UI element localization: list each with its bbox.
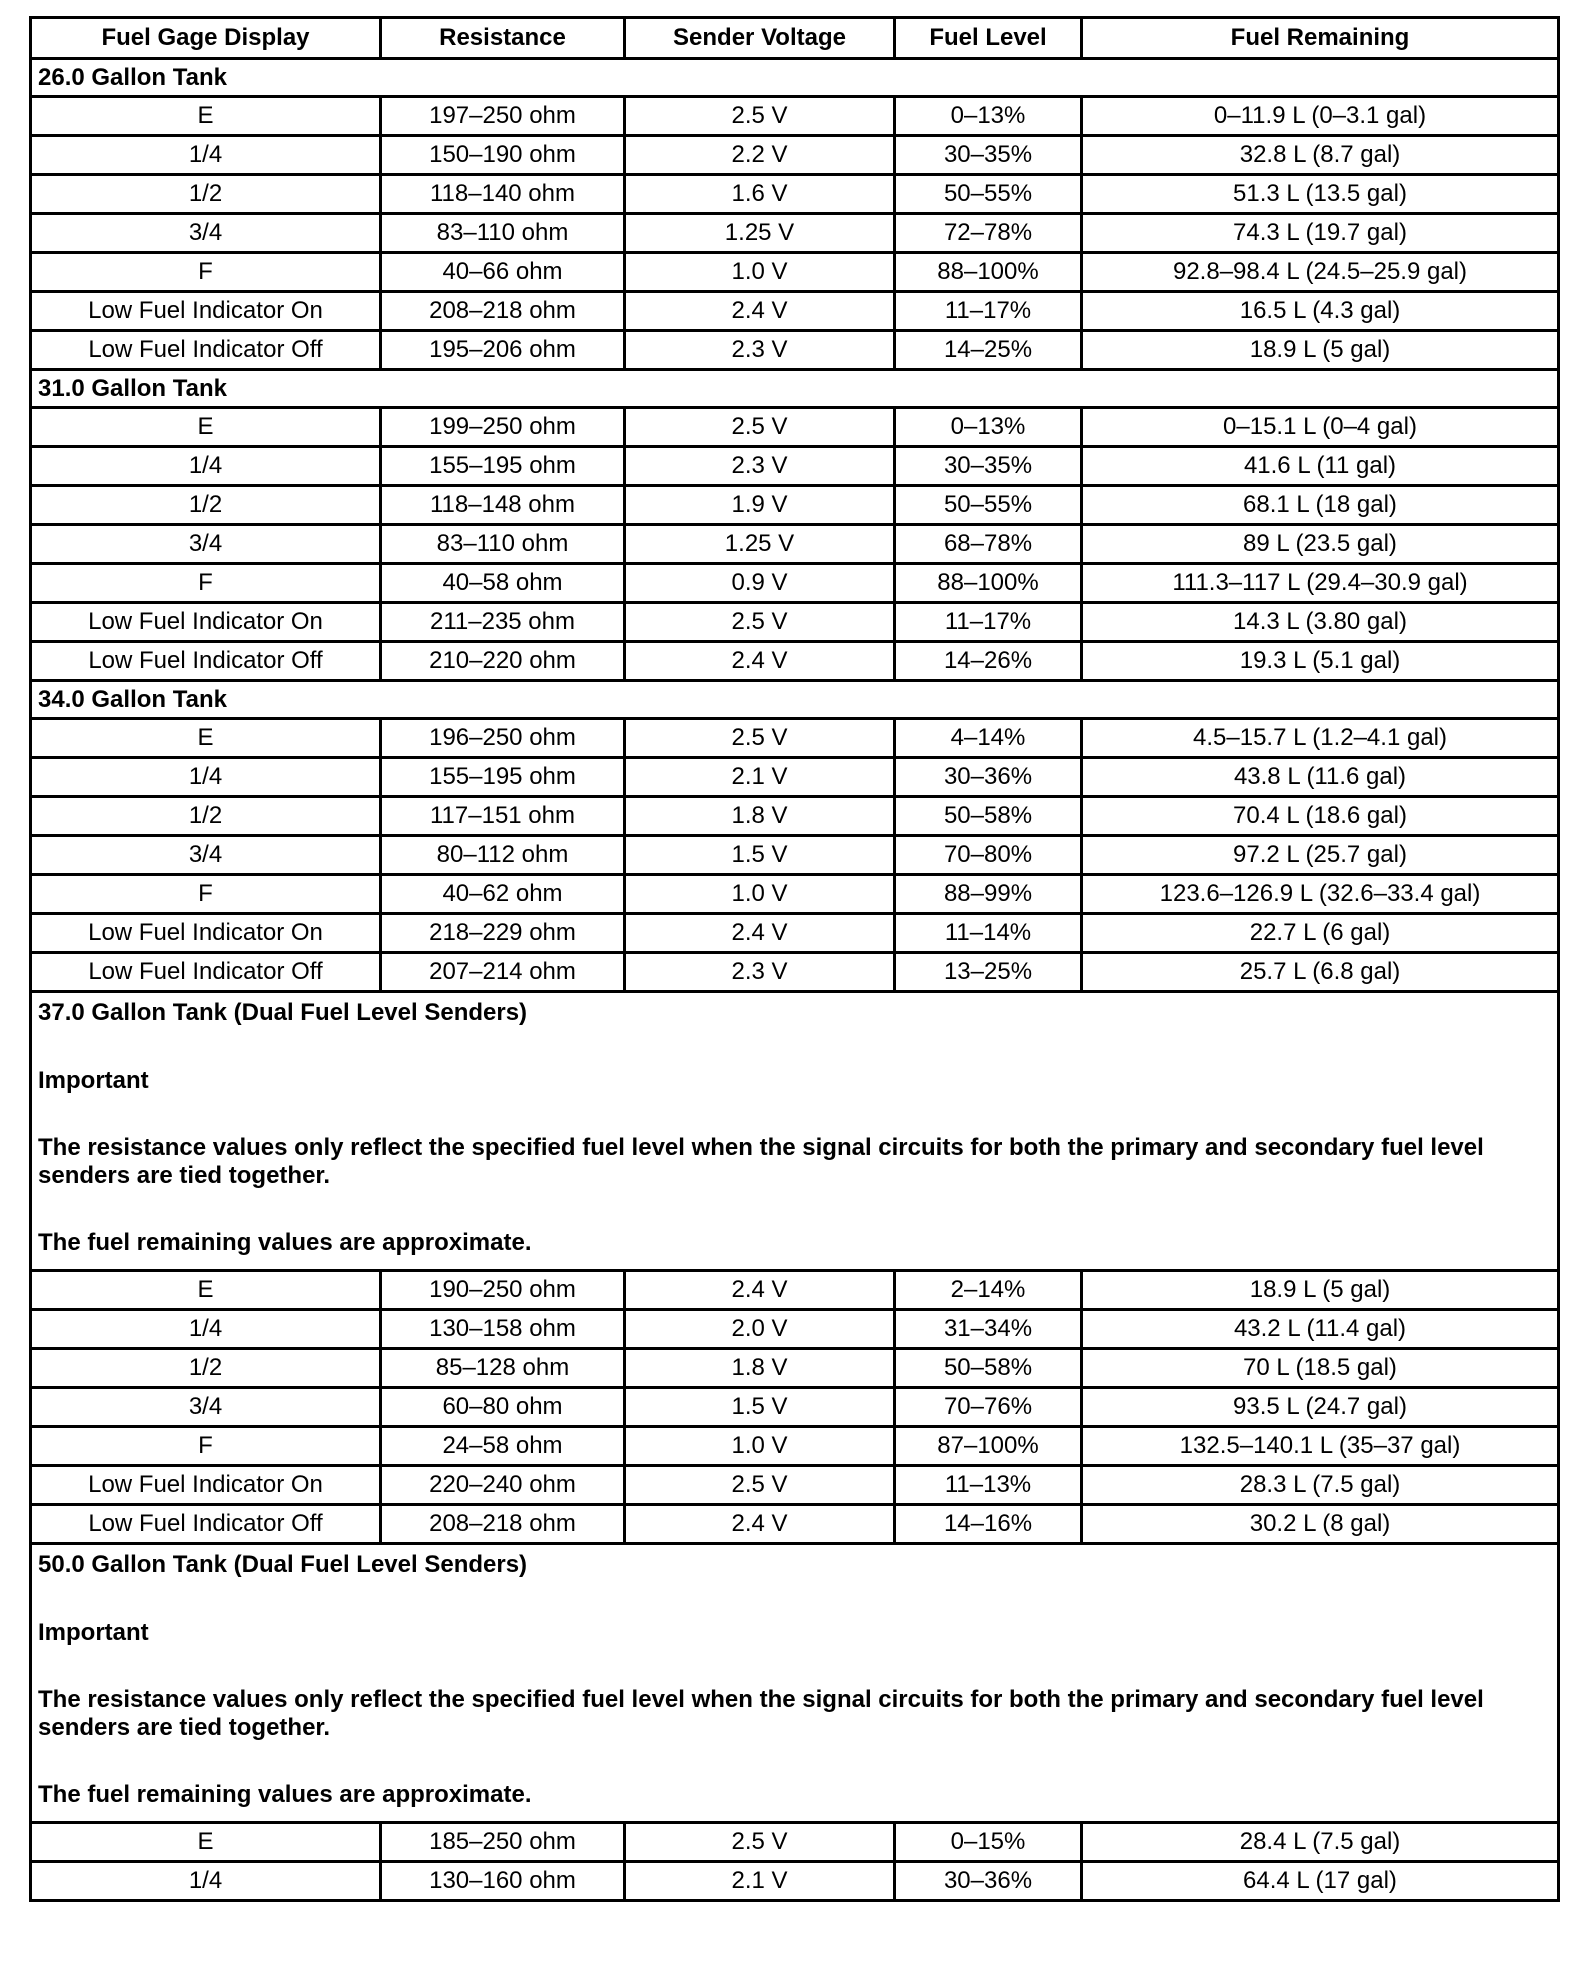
cell-fuel-level: 50–58% (895, 797, 1082, 836)
cell-fuel-gage-display: F (31, 564, 381, 603)
important-label: Important (38, 1066, 149, 1094)
cell-resistance: 83–110 ohm (381, 214, 625, 253)
table-row (31, 136, 1559, 175)
table-row (31, 1505, 1559, 1544)
table-row (31, 1388, 1559, 1427)
cell-fuel-remaining: 89 L (23.5 gal) (1082, 525, 1559, 564)
note-text: The resistance values only reflect the specified fuel level when the signal circuits for both the primary and secondary fuel level senders are tied together. (38, 1134, 1484, 1189)
cell-fuel-gage-display: F (31, 1427, 381, 1466)
cell-fuel-remaining: 19.3 L (5.1 gal) (1082, 642, 1559, 681)
cell-fuel-remaining: 4.5–15.7 L (1.2–4.1 gal) (1082, 719, 1559, 758)
section-title: 34.0 Gallon Tank (31, 681, 1559, 719)
cell-resistance: 118–140 ohm (381, 175, 625, 214)
cell-fuel-level: 0–13% (895, 97, 1082, 136)
table-row (31, 253, 1559, 292)
cell-fuel-level: 11–13% (895, 1466, 1082, 1505)
cell-resistance: 210–220 ohm (381, 642, 625, 681)
section-header-row (31, 681, 1559, 719)
cell-fuel-gage-display: F (31, 253, 381, 292)
cell-fuel-level: 0–15% (895, 1823, 1082, 1862)
table-row (31, 914, 1559, 953)
cell-sender-voltage: 2.5 V (625, 719, 895, 758)
cell-fuel-remaining: 0–11.9 L (0–3.1 gal) (1082, 97, 1559, 136)
cell-sender-voltage: 2.4 V (625, 642, 895, 681)
cell-fuel-gage-display: 3/4 (31, 214, 381, 253)
cell-resistance: 130–158 ohm (381, 1310, 625, 1349)
cell-fuel-gage-display: 1/2 (31, 175, 381, 214)
cell-fuel-remaining: 32.8 L (8.7 gal) (1082, 136, 1559, 175)
section-header-row (31, 992, 1559, 1271)
header-fuel-level: Fuel Level (895, 18, 1082, 59)
cell-resistance: 185–250 ohm (381, 1823, 625, 1862)
section-header-with-notes (31, 992, 1559, 1271)
table-body (31, 59, 1559, 1901)
cell-fuel-gage-display: E (31, 97, 381, 136)
cell-resistance: 155–195 ohm (381, 447, 625, 486)
table-row (31, 875, 1559, 914)
table-row (31, 642, 1559, 681)
cell-fuel-remaining: 93.5 L (24.7 gal) (1082, 1388, 1559, 1427)
cell-fuel-remaining: 74.3 L (19.7 gal) (1082, 214, 1559, 253)
table-row (31, 1427, 1559, 1466)
cell-resistance: 118–148 ohm (381, 486, 625, 525)
cell-resistance: 207–214 ohm (381, 953, 625, 992)
cell-fuel-level: 30–36% (895, 758, 1082, 797)
section-header-row (31, 1544, 1559, 1823)
cell-resistance: 220–240 ohm (381, 1466, 625, 1505)
cell-fuel-level: 72–78% (895, 214, 1082, 253)
cell-fuel-gage-display: Low Fuel Indicator Off (31, 953, 381, 992)
header-fuel-gage-display: Fuel Gage Display (31, 18, 381, 59)
cell-fuel-remaining: 97.2 L (25.7 gal) (1082, 836, 1559, 875)
cell-sender-voltage: 1.9 V (625, 486, 895, 525)
cell-fuel-gage-display: Low Fuel Indicator On (31, 1466, 381, 1505)
cell-fuel-level: 88–100% (895, 564, 1082, 603)
cell-fuel-level: 68–78% (895, 525, 1082, 564)
important-label: Important (38, 1618, 149, 1646)
cell-sender-voltage: 2.0 V (625, 1310, 895, 1349)
cell-resistance: 60–80 ohm (381, 1388, 625, 1427)
table-row (31, 1466, 1559, 1505)
cell-fuel-level: 11–14% (895, 914, 1082, 953)
cell-sender-voltage: 2.4 V (625, 1505, 895, 1544)
table-row (31, 525, 1559, 564)
cell-fuel-level: 50–55% (895, 175, 1082, 214)
cell-fuel-level: 11–17% (895, 603, 1082, 642)
cell-fuel-level: 87–100% (895, 1427, 1082, 1466)
cell-fuel-remaining: 123.6–126.9 L (32.6–33.4 gal) (1082, 875, 1559, 914)
cell-fuel-remaining: 28.4 L (7.5 gal) (1082, 1823, 1559, 1862)
cell-fuel-gage-display: 3/4 (31, 836, 381, 875)
cell-fuel-gage-display: Low Fuel Indicator On (31, 603, 381, 642)
section-header-with-notes (31, 1544, 1559, 1823)
cell-fuel-remaining: 92.8–98.4 L (24.5–25.9 gal) (1082, 253, 1559, 292)
cell-fuel-gage-display: Low Fuel Indicator On (31, 292, 381, 331)
cell-fuel-remaining: 18.9 L (5 gal) (1082, 331, 1559, 370)
cell-sender-voltage: 1.6 V (625, 175, 895, 214)
table-row (31, 292, 1559, 331)
cell-sender-voltage: 0.9 V (625, 564, 895, 603)
cell-resistance: 130–160 ohm (381, 1862, 625, 1901)
cell-fuel-level: 14–26% (895, 642, 1082, 681)
section-header-row (31, 59, 1559, 97)
header-sender-voltage: Sender Voltage (625, 18, 895, 59)
cell-sender-voltage: 1.25 V (625, 525, 895, 564)
table-row (31, 603, 1559, 642)
header-row (31, 18, 1559, 59)
cell-fuel-gage-display: E (31, 408, 381, 447)
cell-fuel-level: 88–99% (895, 875, 1082, 914)
cell-sender-voltage: 1.0 V (625, 1427, 895, 1466)
cell-fuel-remaining: 51.3 L (13.5 gal) (1082, 175, 1559, 214)
cell-fuel-level: 13–25% (895, 953, 1082, 992)
cell-sender-voltage: 1.0 V (625, 875, 895, 914)
section-title: 31.0 Gallon Tank (31, 370, 1559, 408)
cell-fuel-remaining: 43.8 L (11.6 gal) (1082, 758, 1559, 797)
cell-fuel-level: 2–14% (895, 1271, 1082, 1310)
table-row (31, 1862, 1559, 1901)
cell-sender-voltage: 2.1 V (625, 758, 895, 797)
cell-fuel-gage-display: Low Fuel Indicator Off (31, 1505, 381, 1544)
cell-sender-voltage: 2.2 V (625, 136, 895, 175)
cell-sender-voltage: 2.4 V (625, 1271, 895, 1310)
cell-resistance: 211–235 ohm (381, 603, 625, 642)
section-title: 37.0 Gallon Tank (Dual Fuel Level Senders) (38, 999, 528, 1026)
table-row (31, 175, 1559, 214)
cell-fuel-remaining: 70.4 L (18.6 gal) (1082, 797, 1559, 836)
cell-fuel-gage-display: E (31, 1271, 381, 1310)
cell-sender-voltage: 1.8 V (625, 1349, 895, 1388)
cell-sender-voltage: 1.5 V (625, 836, 895, 875)
cell-fuel-gage-display: 1/4 (31, 758, 381, 797)
cell-resistance: 197–250 ohm (381, 97, 625, 136)
cell-resistance: 208–218 ohm (381, 292, 625, 331)
table-row (31, 953, 1559, 992)
cell-fuel-gage-display: 3/4 (31, 525, 381, 564)
note-text: The fuel remaining values are approximate. (38, 1229, 532, 1257)
fuel-level-table (29, 16, 1560, 1902)
cell-fuel-gage-display: E (31, 1823, 381, 1862)
cell-resistance: 199–250 ohm (381, 408, 625, 447)
cell-fuel-remaining: 43.2 L (11.4 gal) (1082, 1310, 1559, 1349)
cell-fuel-remaining: 132.5–140.1 L (35–37 gal) (1082, 1427, 1559, 1466)
cell-fuel-gage-display: Low Fuel Indicator Off (31, 331, 381, 370)
header-fuel-remaining: Fuel Remaining (1082, 18, 1559, 59)
cell-sender-voltage: 1.0 V (625, 253, 895, 292)
section-title: 50.0 Gallon Tank (Dual Fuel Level Senders) (38, 1551, 528, 1578)
cell-fuel-remaining: 68.1 L (18 gal) (1082, 486, 1559, 525)
table-row (31, 1823, 1559, 1862)
cell-fuel-level: 30–36% (895, 1862, 1082, 1901)
table-row (31, 758, 1559, 797)
cell-sender-voltage: 2.3 V (625, 331, 895, 370)
header-resistance: Resistance (381, 18, 625, 59)
cell-resistance: 83–110 ohm (381, 525, 625, 564)
cell-fuel-remaining: 14.3 L (3.80 gal) (1082, 603, 1559, 642)
cell-sender-voltage: 2.3 V (625, 447, 895, 486)
table-row (31, 797, 1559, 836)
cell-fuel-level: 30–35% (895, 136, 1082, 175)
table-row (31, 836, 1559, 875)
cell-fuel-gage-display: 1/4 (31, 136, 381, 175)
cell-resistance: 80–112 ohm (381, 836, 625, 875)
table-row (31, 1310, 1559, 1349)
cell-sender-voltage: 2.5 V (625, 1823, 895, 1862)
cell-fuel-level: 70–76% (895, 1388, 1082, 1427)
cell-fuel-remaining: 22.7 L (6 gal) (1082, 914, 1559, 953)
cell-fuel-remaining: 0–15.1 L (0–4 gal) (1082, 408, 1559, 447)
cell-fuel-level: 50–58% (895, 1349, 1082, 1388)
cell-resistance: 24–58 ohm (381, 1427, 625, 1466)
cell-sender-voltage: 2.5 V (625, 1466, 895, 1505)
cell-fuel-gage-display: E (31, 719, 381, 758)
table-row (31, 564, 1559, 603)
cell-fuel-gage-display: 1/4 (31, 1862, 381, 1901)
table-row (31, 331, 1559, 370)
cell-fuel-gage-display: 1/2 (31, 486, 381, 525)
cell-fuel-gage-display: Low Fuel Indicator Off (31, 642, 381, 681)
table-row (31, 1271, 1559, 1310)
cell-sender-voltage: 2.1 V (625, 1862, 895, 1901)
cell-fuel-gage-display: 3/4 (31, 1388, 381, 1427)
table-row (31, 719, 1559, 758)
cell-resistance: 117–151 ohm (381, 797, 625, 836)
cell-fuel-level: 11–17% (895, 292, 1082, 331)
cell-fuel-remaining: 25.7 L (6.8 gal) (1082, 953, 1559, 992)
cell-sender-voltage: 1.5 V (625, 1388, 895, 1427)
cell-fuel-level: 4–14% (895, 719, 1082, 758)
cell-resistance: 190–250 ohm (381, 1271, 625, 1310)
cell-fuel-level: 0–13% (895, 408, 1082, 447)
cell-fuel-gage-display: 1/4 (31, 1310, 381, 1349)
cell-fuel-remaining: 70 L (18.5 gal) (1082, 1349, 1559, 1388)
cell-fuel-level: 88–100% (895, 253, 1082, 292)
table-row (31, 447, 1559, 486)
table-row (31, 486, 1559, 525)
cell-fuel-gage-display: Low Fuel Indicator On (31, 914, 381, 953)
cell-fuel-remaining: 111.3–117 L (29.4–30.9 gal) (1082, 564, 1559, 603)
cell-fuel-remaining: 28.3 L (7.5 gal) (1082, 1466, 1559, 1505)
cell-fuel-level: 50–55% (895, 486, 1082, 525)
section-title: 26.0 Gallon Tank (31, 59, 1559, 97)
cell-resistance: 218–229 ohm (381, 914, 625, 953)
cell-fuel-level: 14–25% (895, 331, 1082, 370)
cell-fuel-gage-display: 1/2 (31, 1349, 381, 1388)
cell-fuel-remaining: 30.2 L (8 gal) (1082, 1505, 1559, 1544)
cell-fuel-remaining: 18.9 L (5 gal) (1082, 1271, 1559, 1310)
cell-fuel-level: 31–34% (895, 1310, 1082, 1349)
cell-sender-voltage: 1.8 V (625, 797, 895, 836)
cell-resistance: 40–66 ohm (381, 253, 625, 292)
note-text: The resistance values only reflect the specified fuel level when the signal circuits for both the primary and secondary fuel level senders are tied together. (38, 1686, 1484, 1741)
cell-resistance: 208–218 ohm (381, 1505, 625, 1544)
cell-fuel-level: 30–35% (895, 447, 1082, 486)
cell-fuel-gage-display: 1/2 (31, 797, 381, 836)
cell-sender-voltage: 2.5 V (625, 603, 895, 642)
cell-sender-voltage: 2.3 V (625, 953, 895, 992)
cell-fuel-gage-display: 1/4 (31, 447, 381, 486)
cell-fuel-remaining: 64.4 L (17 gal) (1082, 1862, 1559, 1901)
cell-fuel-gage-display: F (31, 875, 381, 914)
cell-resistance: 195–206 ohm (381, 331, 625, 370)
note-text: The fuel remaining values are approximate. (38, 1781, 532, 1809)
cell-resistance: 150–190 ohm (381, 136, 625, 175)
table-row (31, 408, 1559, 447)
cell-sender-voltage: 2.5 V (625, 408, 895, 447)
cell-resistance: 155–195 ohm (381, 758, 625, 797)
cell-resistance: 40–62 ohm (381, 875, 625, 914)
cell-sender-voltage: 2.4 V (625, 292, 895, 331)
cell-sender-voltage: 2.5 V (625, 97, 895, 136)
table-row (31, 214, 1559, 253)
section-header-row (31, 370, 1559, 408)
table-row (31, 97, 1559, 136)
cell-fuel-level: 70–80% (895, 836, 1082, 875)
cell-fuel-remaining: 41.6 L (11 gal) (1082, 447, 1559, 486)
cell-resistance: 196–250 ohm (381, 719, 625, 758)
cell-resistance: 40–58 ohm (381, 564, 625, 603)
cell-resistance: 85–128 ohm (381, 1349, 625, 1388)
cell-sender-voltage: 1.25 V (625, 214, 895, 253)
table-row (31, 1349, 1559, 1388)
cell-fuel-remaining: 16.5 L (4.3 gal) (1082, 292, 1559, 331)
cell-sender-voltage: 2.4 V (625, 914, 895, 953)
cell-fuel-level: 14–16% (895, 1505, 1082, 1544)
